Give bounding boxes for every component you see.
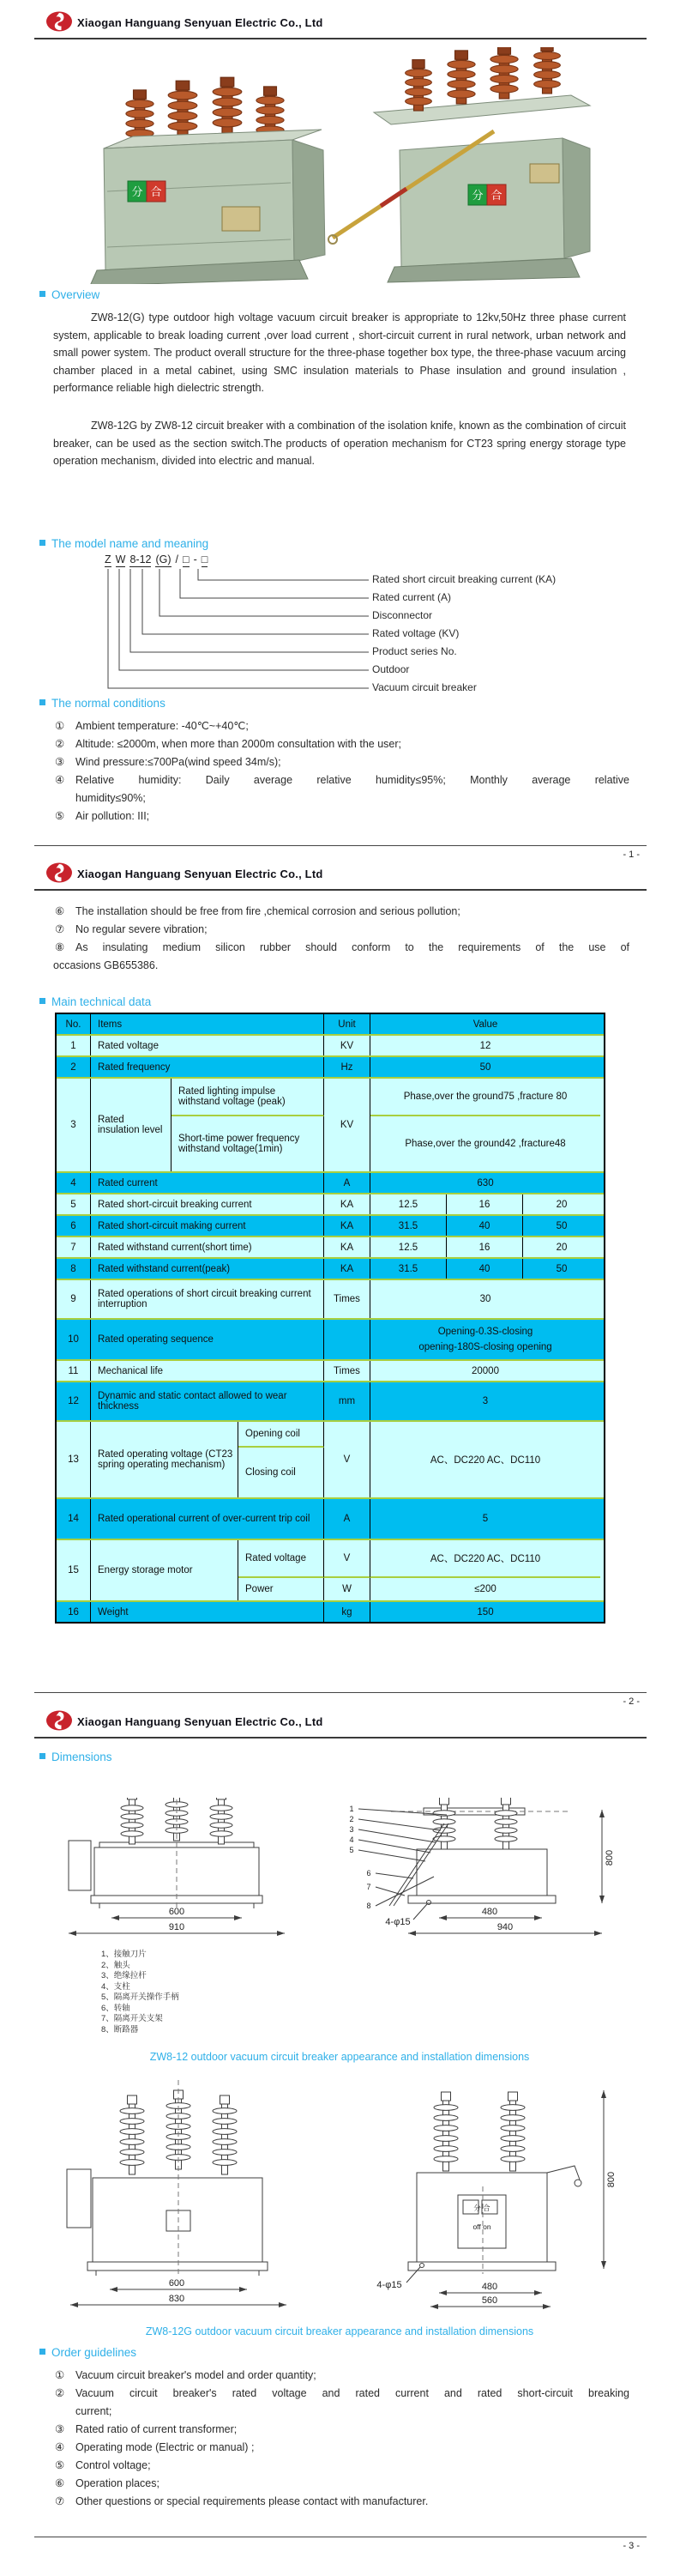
table-row <box>57 1079 604 1173</box>
item-number: ② <box>55 738 65 750</box>
table-cell: Energy storage motor <box>91 1540 238 1600</box>
table-subcolumn <box>238 1540 324 1600</box>
item-number: ③ <box>55 2423 65 2435</box>
table-row <box>57 1361 604 1382</box>
table-cell: 31.5 <box>370 1216 447 1236</box>
condition-item <box>53 939 629 975</box>
table-row <box>57 1216 604 1237</box>
table-cell: 2 <box>57 1057 91 1077</box>
legend-item: 2、触头 <box>101 1960 130 1970</box>
table-cell: Times <box>324 1361 370 1381</box>
section-title-conditions <box>39 697 165 710</box>
dim-label: 600 <box>168 2278 185 2289</box>
legend-item: 3、绝缘拉杆 <box>101 1971 147 1980</box>
normal-conditions-list-2 <box>53 903 629 975</box>
dim-label: 830 <box>168 2294 185 2304</box>
item-text-continued: humidity≤90%; <box>75 792 146 804</box>
table-cell: AC、DC220 AC、DC110 <box>430 1455 541 1466</box>
item-text: The installation should be free from fire ,chemical corrosion and serious pollution; <box>75 905 460 917</box>
legend-item: 5、隔离开关操作手柄 <box>101 1992 179 2002</box>
table-cell: 20000 <box>472 1365 499 1376</box>
table-cell: 16 <box>447 1194 523 1214</box>
model-code-part: 8-12 <box>129 553 152 565</box>
page-header <box>34 7 647 39</box>
table-cell: 50 <box>556 1220 568 1231</box>
legend-item: 4、支柱 <box>101 1981 130 1992</box>
page-footer <box>34 2537 647 2551</box>
dim-label: 560 <box>481 2295 498 2306</box>
table-cell: 13 <box>57 1422 91 1497</box>
item-number: ⑦ <box>55 2495 65 2507</box>
item-number: ⑦ <box>55 923 65 935</box>
table-cell <box>324 1320 370 1359</box>
table-header-cell: Items <box>91 1014 324 1034</box>
drawing-caption: ZW8-12 outdoor vacuum circuit breaker appearance and installation dimensions <box>149 2051 530 2063</box>
item-text: Air pollution: III; <box>75 810 150 822</box>
open-label: 分 <box>472 189 484 202</box>
dimension-drawing-zw8-12 <box>57 1798 626 1945</box>
table-row <box>57 1280 604 1320</box>
page-number: - 3 - <box>623 2541 640 2551</box>
order-item <box>53 2439 629 2457</box>
model-label: Rated current (A) <box>372 591 452 603</box>
callout-number: 4 <box>349 1835 354 1844</box>
table-cell <box>370 1320 600 1359</box>
overview-paragraph-1: ZW8-12(G) type outdoor high voltage vacuum circuit breaker is appropriate to 12kv,50Hz three phase current system, applicable to break loading current ,over load current , short-circuit current in rural network, urban network and small power system. The product overall structure for the three-phase together box type, the three-phase vacuum arcing chamber placed in a metal cabinet, using SMC insulation materials to Phase insulation and ground insulation , performance reliable high dielectric strength. <box>53 311 626 394</box>
table-row <box>57 1259 604 1280</box>
condition-item <box>53 753 629 771</box>
table-cell: Rated withstand current(short time) <box>91 1237 324 1257</box>
table-cell: 5 <box>482 1514 489 1524</box>
close-label: 合 <box>150 185 162 198</box>
page-number: - 2 - <box>623 1696 640 1707</box>
table-cell: Times <box>324 1280 370 1318</box>
table-cell: ≤200 <box>474 1584 496 1594</box>
table-cell: 11 <box>57 1361 91 1381</box>
callout-number: 5 <box>349 1846 354 1854</box>
table-cell: Short-time power frequency withstand voltage(1min) <box>172 1116 324 1171</box>
table-cell: A <box>324 1173 370 1193</box>
callout-number: 7 <box>366 1883 371 1891</box>
company-name: Xiaogan Hanguang Senyuan Electric Co., Ltd <box>77 1715 323 1728</box>
table-cell: 20 <box>556 1199 568 1210</box>
table-row <box>57 1422 604 1499</box>
table-cell: V <box>324 1540 370 1578</box>
table-cell: 30 <box>479 1294 491 1304</box>
model-code-part: □ <box>183 553 190 565</box>
item-number: ④ <box>55 774 65 786</box>
company-logo-icon <box>45 1708 73 1732</box>
dim-label: 4-φ15 <box>376 2280 402 2290</box>
table-cell: Rated operational current of over-current trip coil <box>91 1499 324 1539</box>
item-text: Rated ratio of current transformer; <box>75 2423 238 2435</box>
table-subcolumn <box>324 1540 370 1600</box>
model-code-part: Z <box>105 553 111 565</box>
company-name: Xiaogan Hanguang Senyuan Electric Co., Ltd <box>77 868 323 880</box>
table-row <box>57 1194 604 1216</box>
section-title-text: Overview <box>51 288 100 301</box>
table-cell: Rated short-circuit making current <box>91 1216 324 1236</box>
table-header-cell: No. <box>57 1014 91 1034</box>
table-cell: Dynamic and static contact allowed to wear thickness <box>91 1382 324 1420</box>
table-cell: Rated withstand current(peak) <box>91 1259 324 1279</box>
table-cell: A <box>324 1499 370 1539</box>
item-text: Vacuum circuit breaker's model and order quantity; <box>75 2369 316 2381</box>
order-item <box>53 2457 629 2475</box>
table-cell: 8 <box>57 1259 91 1279</box>
callout-number: 8 <box>366 1902 371 1910</box>
panel-label: off on <box>472 2222 491 2231</box>
model-code-part: □ <box>201 553 208 565</box>
table-cell: 40 <box>447 1216 523 1236</box>
item-number: ④ <box>55 2441 65 2453</box>
table-cell: Rated operating sequence <box>91 1320 324 1359</box>
table-cell: 50 <box>479 1061 491 1073</box>
table-cell: 16 <box>447 1237 523 1257</box>
table-cell: Opening coil <box>238 1422 324 1448</box>
model-code <box>105 553 212 565</box>
section-title-text: Dimensions <box>51 1751 112 1763</box>
table-header-row <box>57 1014 604 1036</box>
table-cell: kg <box>324 1602 370 1622</box>
item-text: Operation places; <box>75 2477 159 2489</box>
table-cell: 14 <box>57 1499 91 1539</box>
table-subcolumn <box>172 1079 324 1171</box>
table-cell: 31.5 <box>370 1259 447 1279</box>
table-cell: 9 <box>57 1280 91 1318</box>
table-cell: KA <box>324 1237 370 1257</box>
order-item <box>53 2421 629 2439</box>
legend-item: 6、转轴 <box>101 2003 130 2013</box>
item-text: Wind pressure:≤700Pa(wind speed 34m/s); <box>75 756 281 768</box>
table-cell: 12 <box>57 1382 91 1420</box>
table-cell: AC、DC220 AC、DC110 <box>370 1540 600 1578</box>
table-cell: 10 <box>57 1320 91 1359</box>
company-logo-icon <box>45 9 73 33</box>
order-item <box>53 2475 629 2493</box>
dim-label: 940 <box>496 1922 514 1932</box>
condition-item <box>53 807 629 825</box>
dim-label: 480 <box>481 1907 498 1917</box>
table-cell: KA <box>324 1259 370 1279</box>
table-cell: 6 <box>57 1216 91 1236</box>
close-label: 合 <box>490 189 502 202</box>
section-title-text: The normal conditions <box>51 697 165 710</box>
table-cell: 5 <box>57 1194 91 1214</box>
model-code-part: (G) <box>155 553 172 565</box>
table-subcolumn <box>370 1540 600 1600</box>
table-cell: 50 <box>556 1263 568 1274</box>
table-cell: 12 <box>479 1040 491 1051</box>
section-title-model <box>39 537 208 550</box>
table-cell: Rated insulation level <box>91 1079 172 1171</box>
table-cell: Rated operating voltage (CT23 spring operating mechanism) <box>91 1422 238 1497</box>
page-header <box>34 1706 647 1738</box>
condition-item <box>53 735 629 753</box>
model-label: Disconnector <box>372 609 433 621</box>
legend-item: 8、断路器 <box>101 2024 139 2035</box>
model-label: Product series No. <box>372 645 457 657</box>
item-number: ① <box>55 2369 65 2381</box>
table-cell: Rated voltage <box>91 1036 324 1055</box>
drawing-caption: ZW8-12G outdoor vacuum circuit breaker appearance and installation dimensions <box>145 2325 534 2337</box>
table-cell: Rated operations of short circuit breaking current interruption <box>91 1280 324 1318</box>
item-text: Relative humidity: Daily average relative humidity≤95%; Monthly average relative <box>75 774 629 786</box>
panel-label-cn: 分 合 <box>473 2204 490 2212</box>
item-number: ① <box>55 720 65 732</box>
legend-item: 1、接触刀片 <box>101 1950 147 1959</box>
order-item <box>53 2367 629 2385</box>
table-cell: Rated voltage <box>238 1540 324 1578</box>
company-logo-icon <box>45 861 73 885</box>
table-cell: W <box>324 1578 370 1600</box>
item-text: No regular severe vibration; <box>75 923 208 935</box>
item-text-continued: current; <box>75 2405 112 2417</box>
dimension-drawing-zw8-12g <box>57 2077 626 2324</box>
model-code-separator: / <box>175 553 179 565</box>
model-label: Outdoor <box>372 663 410 675</box>
callout-number: 6 <box>366 1869 371 1878</box>
item-text: Altitude: ≤2000m, when more than 2000m consultation with the user; <box>75 738 401 750</box>
model-label: Rated short circuit breaking current (KA) <box>372 573 557 585</box>
model-code-part: W <box>115 553 126 565</box>
table-cell: 40 <box>447 1259 523 1279</box>
dim-label: 600 <box>168 1907 185 1917</box>
table-cell: KV <box>324 1036 370 1055</box>
table-cell: Power <box>238 1578 324 1600</box>
section-bullet-icon <box>39 540 45 546</box>
table-cell: 7 <box>57 1237 91 1257</box>
callout-number: 3 <box>349 1825 354 1834</box>
model-code-separator: - <box>193 553 197 565</box>
table-row <box>57 1036 604 1057</box>
item-number: ⑥ <box>55 905 65 917</box>
section-title-order <box>39 2346 136 2359</box>
table-row <box>57 1057 604 1079</box>
dim-label: 800 <box>606 2171 617 2188</box>
table-row <box>57 1173 604 1194</box>
condition-item <box>53 903 629 921</box>
table-cell: Rated short-circuit breaking current <box>91 1194 324 1214</box>
company-name: Xiaogan Hanguang Senyuan Electric Co., Ltd <box>77 16 323 29</box>
section-title-text: The model name and meaning <box>51 537 209 550</box>
condition-item <box>53 921 629 939</box>
condition-item <box>53 771 629 807</box>
normal-conditions-list <box>53 717 629 825</box>
item-text: Vacuum circuit breaker's rated voltage and rated current and rated short-circuit breaking <box>75 2387 629 2399</box>
table-subcolumn <box>370 1079 600 1171</box>
section-bullet-icon <box>39 291 45 297</box>
table-cell: 12.5 <box>370 1237 447 1257</box>
table-cell: V <box>324 1422 370 1497</box>
drawing-legend <box>101 1950 179 2035</box>
model-label: Rated voltage (KV) <box>372 627 460 639</box>
item-text: Other questions or special requirements please contact with manufacturer. <box>75 2495 429 2507</box>
page-number: - 1 - <box>623 850 640 860</box>
callout-number: 2 <box>349 1815 354 1823</box>
table-cell: Weight <box>91 1602 324 1622</box>
section-bullet-icon <box>39 1753 45 1759</box>
dim-label: 4-φ15 <box>385 1917 411 1927</box>
item-text: Ambient temperature: -40℃~+40℃; <box>75 720 249 732</box>
model-label: Vacuum circuit breaker <box>372 681 477 693</box>
section-title-dimensions <box>39 1751 112 1763</box>
item-text: As insulating medium silicon rubber should conform to the requirements of the use of <box>75 941 629 953</box>
product-photo-zw8-12g <box>328 47 590 282</box>
product-photos <box>57 47 623 284</box>
table-cell: Mechanical life <box>91 1361 324 1381</box>
section-bullet-icon <box>39 2349 45 2355</box>
table-row <box>57 1237 604 1259</box>
item-number: ⑥ <box>55 2477 65 2489</box>
item-text: Control voltage; <box>75 2459 151 2471</box>
open-label: 分 <box>131 185 143 198</box>
section-title-text: Main technical data <box>51 995 152 1008</box>
table-cell: 1 <box>57 1036 91 1055</box>
section-title-text: Order guidelines <box>51 2346 137 2359</box>
table-cell: Phase,over the ground42 ,fracture48 <box>405 1139 566 1149</box>
tech-table <box>55 1013 605 1624</box>
page-header <box>34 858 647 891</box>
table-cell: KV <box>324 1079 370 1171</box>
callout-number: 1 <box>349 1805 354 1813</box>
section-bullet-icon <box>39 998 45 1004</box>
table-cell: 3 <box>57 1079 91 1171</box>
dim-label: 480 <box>481 2282 498 2292</box>
dim-label: 800 <box>605 1849 615 1866</box>
table-cell: 12.5 <box>370 1194 447 1214</box>
table-row <box>57 1602 604 1622</box>
overview-paragraph-2: ZW8-12G by ZW8-12 circuit breaker with a combination of the isolation knife, known as the combination of circuit breaker, can be used as the section switch.The products of operation mechanism for CT23 spring energy storage type operation mechanism, divided into electric and manual. <box>53 420 626 467</box>
table-row <box>57 1499 604 1540</box>
table-cell: Rated current <box>91 1173 324 1193</box>
order-item <box>53 2493 629 2511</box>
section-bullet-icon <box>39 699 45 705</box>
item-number: ⑤ <box>55 810 65 822</box>
item-number: ② <box>55 2387 65 2399</box>
section-title-tech-data <box>39 995 151 1008</box>
item-number: ⑤ <box>55 2459 65 2471</box>
table-cell: Closing coil <box>238 1448 324 1497</box>
table-cell: 20 <box>556 1242 568 1253</box>
table-header-cell: Unit <box>324 1014 370 1034</box>
table-cell-line: Opening-0.3S-closing <box>437 1327 533 1337</box>
page-footer <box>34 1692 647 1707</box>
table-cell-line: opening-180S-closing opening <box>418 1342 552 1352</box>
order-item <box>53 2385 629 2421</box>
item-text-continued: occasions GB655386. <box>53 959 159 971</box>
table-cell: 15 <box>57 1540 91 1600</box>
table-cell: 630 <box>477 1177 494 1188</box>
table-header-cell: Value <box>472 1019 498 1030</box>
table-cell: Hz <box>324 1057 370 1077</box>
table-cell: KA <box>324 1216 370 1236</box>
item-number: ③ <box>55 756 65 768</box>
table-cell: 3 <box>482 1396 489 1406</box>
table-cell: 16 <box>57 1602 91 1622</box>
item-number: ⑧ <box>55 941 65 953</box>
table-cell: Phase,over the ground75 ,fracture 80 <box>370 1079 600 1116</box>
table-cell: KA <box>324 1194 370 1214</box>
dim-label: 910 <box>168 1922 185 1932</box>
table-cell: mm <box>324 1382 370 1420</box>
order-guidelines-list <box>53 2367 629 2511</box>
item-text: Operating mode (Electric or manual) ; <box>75 2441 255 2453</box>
condition-item <box>53 717 629 735</box>
table-row <box>57 1382 604 1422</box>
table-cell: 150 <box>477 1606 494 1618</box>
product-photo-zw8-12 <box>90 77 325 284</box>
legend-item: 7、隔离开关支架 <box>101 2014 163 2023</box>
table-cell: Rated frequency <box>91 1057 324 1077</box>
table-cell: 4 <box>57 1173 91 1193</box>
table-subcolumn <box>238 1422 324 1497</box>
table-cell: Rated lighting impulse withstand voltage (peak) <box>172 1079 324 1116</box>
table-row <box>57 1540 604 1602</box>
section-title-overview <box>39 288 99 301</box>
table-row <box>57 1320 604 1361</box>
